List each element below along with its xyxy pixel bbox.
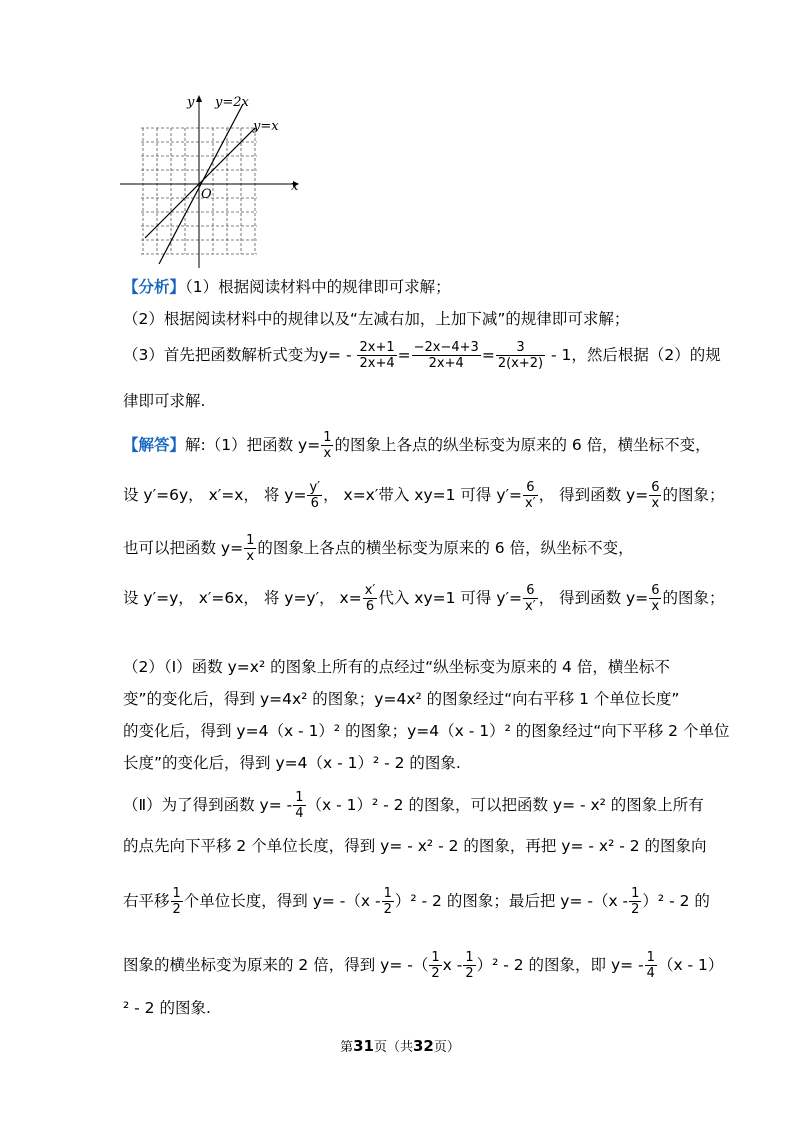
solution-line-2 [123, 480, 725, 511]
analysis-text: （3）首先把函数解析式变为y= - [123, 346, 352, 364]
fraction: $\frac{1}{x}$ [323, 430, 332, 461]
solution-part2-line-2: 变”的变化后，得到 y=4x² 的图象；y=4x² 的图象经过“向右平移 1 个单位长度” [123, 690, 680, 708]
y-axis-arrow [196, 95, 202, 102]
fraction: $\frac{-2x-4+3}{2x+4}$ [413, 340, 479, 371]
equals-sign: = [397, 346, 411, 364]
fraction: $\frac{2x+1}{2x+4}$ [359, 340, 395, 371]
fraction: $\frac{6}{x'}$ [525, 583, 536, 614]
analysis-tag: 【分析】 [123, 278, 186, 296]
solution-part2-line-3: 的变化后，得到 y=4（x - 1）² 的图象；y=4（x - 1）² 的图象经过“向下平移 2 个单位 [123, 722, 730, 740]
fraction: $\frac{y'}{6}$ [309, 480, 321, 511]
fraction: $\frac{1}{2}$ [383, 886, 392, 917]
solution-text: ， 得到函数 y= [538, 486, 649, 504]
fraction: $\frac{x'}{6}$ [364, 583, 376, 614]
fraction: $\frac{1}{2}$ [631, 886, 640, 917]
solution-part3-line-1: （Ⅱ）为了得到函数 y= - $\frac{1}{4}$ （x - 1）² - 2 的图象，可以把函数 y= - x² 的图象上所有 [123, 790, 704, 821]
solution-text: 设 y′=6y， x′=x， 将 y= [123, 486, 307, 504]
analysis-text: 律即可求解. [123, 392, 206, 410]
solution-tag: 【解答】 [123, 436, 186, 454]
analysis-line-4 [123, 390, 205, 412]
solution-text: 也可以把函数 y= [123, 539, 244, 557]
solution-text: 的图象上各点的横坐标变为原来的 6 倍，纵坐标不变， [257, 539, 634, 557]
fraction: $\frac{6}{x'}$ [525, 480, 536, 511]
line1-label: y=2x [215, 95, 249, 110]
analysis-line-2 [123, 308, 629, 330]
line-y-x [145, 128, 255, 238]
fraction: $\frac{1}{4}$ [295, 790, 304, 821]
fraction: $\frac{3}{2(x+2)}$ [497, 340, 544, 371]
total-pages: 32 [413, 1037, 434, 1055]
solution-line-3 [123, 533, 634, 564]
solution-part3-line-5: ² - 2 的图象. [123, 999, 211, 1017]
solution-text: 的图象上各点的纵坐标变为原来的 6 倍，横坐标不变， [334, 436, 711, 454]
analysis-text: （2）根据阅读材料中的规律以及“左减右加，上加下减”的规律即可求解； [123, 310, 630, 328]
fraction: $\frac{6}{x}$ [651, 480, 660, 511]
solution-part3-line-2: 的点先向下平移 2 个单位长度，得到 y= - x² - 2 的图象，再把 y= - x² - 2 的图象向 [123, 837, 707, 855]
solution-part3-line-3: 右平移 $\frac{1}{2}$ 个单位长度，得到 y= -（x - $\frac{1}{2}$ ）² - 2 的图象；最后把 y= -（x - $\frac{1}{2}$ ）² - 2 的 [123, 886, 710, 917]
fraction: $\frac{1}{2}$ [465, 950, 474, 981]
solution-part2-line-4: 长度”的变化后，得到 y=4（x - 1）² - 2 的图象. [123, 754, 461, 772]
y-axis-label: y [187, 95, 195, 110]
analysis-line-1 [123, 276, 451, 298]
solution-text: ， x=x′带入 xy=1 可得 y′= [323, 486, 523, 504]
analysis-text: - 1，然后根据（2）的规 [551, 346, 721, 364]
solution-line-1 [123, 430, 711, 461]
solution-text: ， 得到函数 y= [538, 589, 649, 607]
solution-text: 的图象； [662, 486, 725, 504]
x-axis-label: x [291, 179, 299, 194]
solution-part3-line-4: 图象的横坐标变为原来的 2 倍，得到 y= -（ $\frac{1}{2}$ x - $\frac{1}{2}$ ）² - 2 的图象，即 y= - $\frac{1}{4}$ （x - 1） [123, 950, 724, 981]
line2-label: y=x [253, 119, 279, 134]
origin-label: O [201, 187, 212, 202]
solution-text: 解:（1）把函数 y= [185, 436, 321, 454]
fraction: $\frac{1}{x}$ [246, 533, 255, 564]
analysis-text: （1）根据阅读材料中的规律即可求解； [185, 278, 451, 296]
solution-text: 设 y′=y， x′=6x， 将 y=y′， x= [123, 589, 362, 607]
solution-line-4 [123, 583, 725, 614]
coordinate-graph [115, 90, 315, 270]
solution-part2-line-1: （2）（Ⅰ）函数 y=x² 的图象上所有的点经过“纵坐标变为原来的 4 倍，横坐标不 [123, 658, 670, 676]
fraction: $\frac{6}{x}$ [651, 583, 660, 614]
fraction: $\frac{1}{2}$ [431, 950, 440, 981]
page-number: 31 [353, 1037, 374, 1055]
fraction: $\frac{1}{4}$ [646, 950, 655, 981]
fraction: $\frac{1}{2}$ [172, 886, 181, 917]
equals-sign: = [481, 346, 495, 364]
solution-text: 代入 xy=1 可得 y′= [378, 589, 523, 607]
page-footer: 第31页（共32页） [340, 1037, 460, 1055]
solution-text: 的图象； [662, 589, 725, 607]
analysis-line-3 [123, 340, 721, 371]
